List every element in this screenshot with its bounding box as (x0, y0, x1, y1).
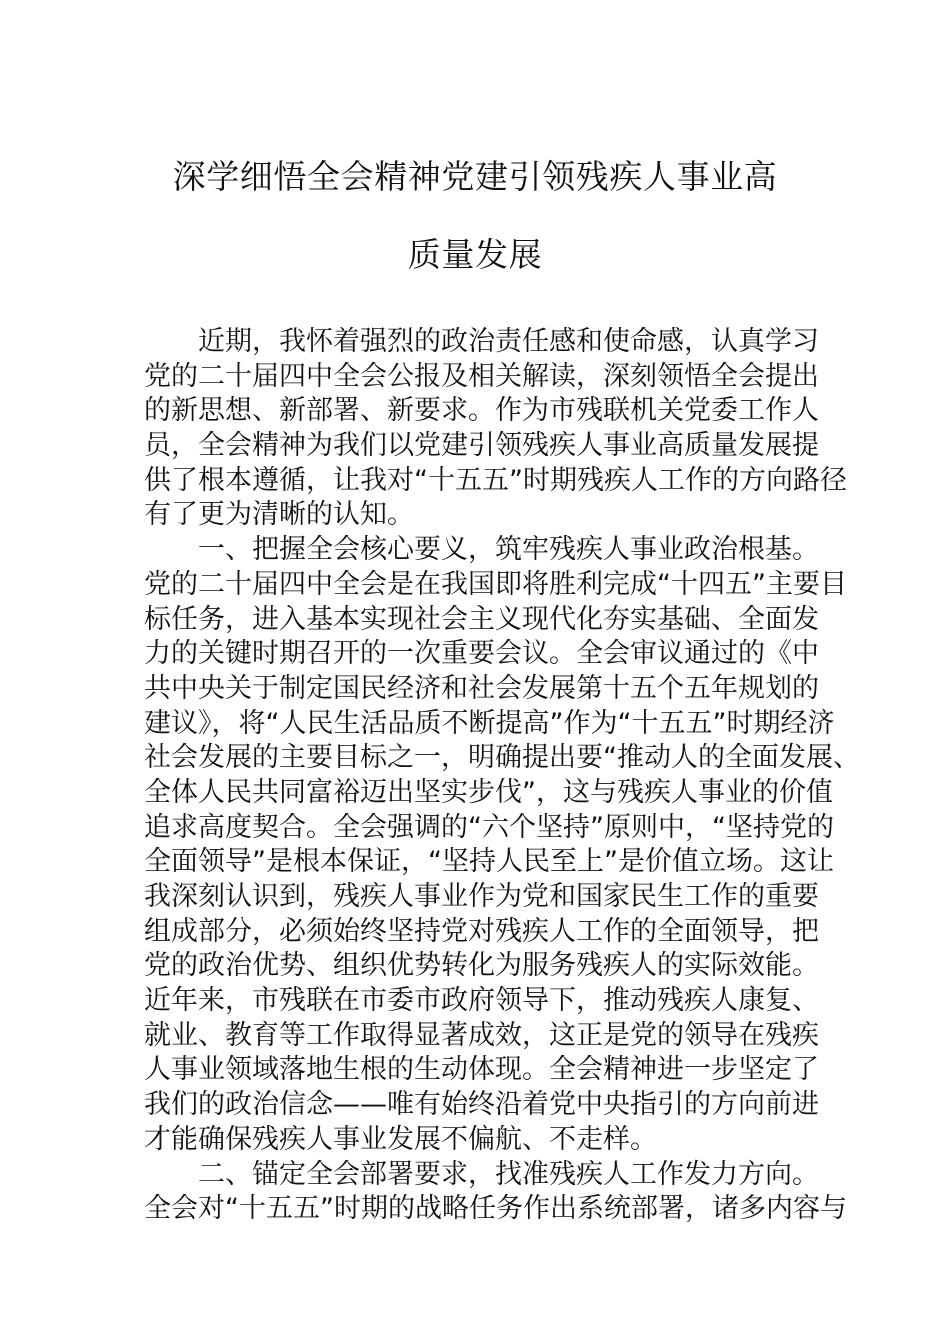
paragraph-intro-line: 的新思想、新部署、新要求。作为市残联机关党委工作人 (144, 395, 819, 427)
paragraph-intro-line: 供了根本遵循，让我对“十五五”时期残疾人工作的方向路径 (144, 464, 847, 496)
document-title (140, 157, 810, 274)
paragraph-section1-line: 追求高度契合。全会强调的“六个坚持”原则中，“坚持党的 (144, 811, 834, 843)
paragraph-section1-line: 全体人民共同富裕迈出坚实步伐”，这与残疾人事业的价值 (144, 776, 833, 808)
paragraph-intro-line: 有了更为清晰的认知。 (144, 499, 414, 531)
paragraph-intro-line: 员，全会精神为我们以党建引领残疾人事业高质量发展提 (144, 430, 819, 462)
title-line-2: 质量发展 (407, 235, 543, 274)
document-body (144, 325, 860, 1227)
paragraph-intro-line: 党的二十届四中全会公报及相关解读，深刻领悟全会提出 (144, 360, 819, 392)
paragraph-section2-line: 全会对“十五五”时期的战略任务作出系统部署，诸多内容与 (144, 1193, 847, 1225)
paragraph-intro-line: 近期，我怀着强烈的政治责任感和使命感，认真学习 (198, 326, 819, 357)
paragraph-section1-line: 就业、教育等工作取得显著成效，这正是党的领导在残疾 (144, 1019, 819, 1051)
paragraph-section1-line: 党的政治优势、组织优势转化为服务残疾人的实际效能。 (144, 950, 819, 982)
paragraph-section1-line: 近年来，市残联在市委市政府领导下，推动残疾人康复、 (144, 985, 819, 1017)
paragraph-section1-line: 力的关键时期召开的一次重要会议。全会审议通过的《中 (144, 638, 819, 670)
paragraph-section1-line: 共中央关于制定国民经济和社会发展第十五个五年规划的 (144, 672, 819, 704)
paragraph-section1-line: 人事业领域落地生根的生动体现。全会精神进一步坚定了 (144, 1054, 819, 1086)
paragraph-section1-line: 才能确保残疾人事业发展不偏航、不走样。 (144, 1123, 657, 1155)
paragraph-section1-line: 标任务，进入基本实现社会主义现代化夯实基础、全面发 (144, 603, 819, 635)
paragraph-section1-line: 组成部分，必须始终坚持党对残疾人工作的全面领导，把 (144, 915, 819, 947)
paragraph-section1-line: 我深刻认识到，残疾人事业作为党和国家民生工作的重要 (144, 881, 819, 912)
paragraph-section1-line: 全面领导”是根本保证，“坚持人民至上”是价值立场。这让 (144, 846, 834, 878)
paragraph-section1-line: 建议》，将“人民生活品质不断提高”作为“十五五”时期经济 (144, 707, 835, 739)
paragraph-section1-line: 我们的政治信念——唯有始终沿着党中央指引的方向前进 (144, 1089, 819, 1121)
section-heading-1: 一、把握全会核心要义，筑牢残疾人事业政治根基。 (198, 534, 819, 566)
title-line-1: 深学细悟全会精神党建引领残疾人事业高 (172, 157, 778, 196)
paragraph-section1-line: 党的二十届四中全会是在我国即将胜利完成“十四五”主要目 (144, 568, 847, 600)
paragraph-section1-line: 社会发展的主要目标之一，明确提出要“推动人的全面发展、 (144, 742, 860, 774)
section-heading-2: 二、锚定全会部署要求，找准残疾人工作发力方向。 (198, 1158, 819, 1190)
